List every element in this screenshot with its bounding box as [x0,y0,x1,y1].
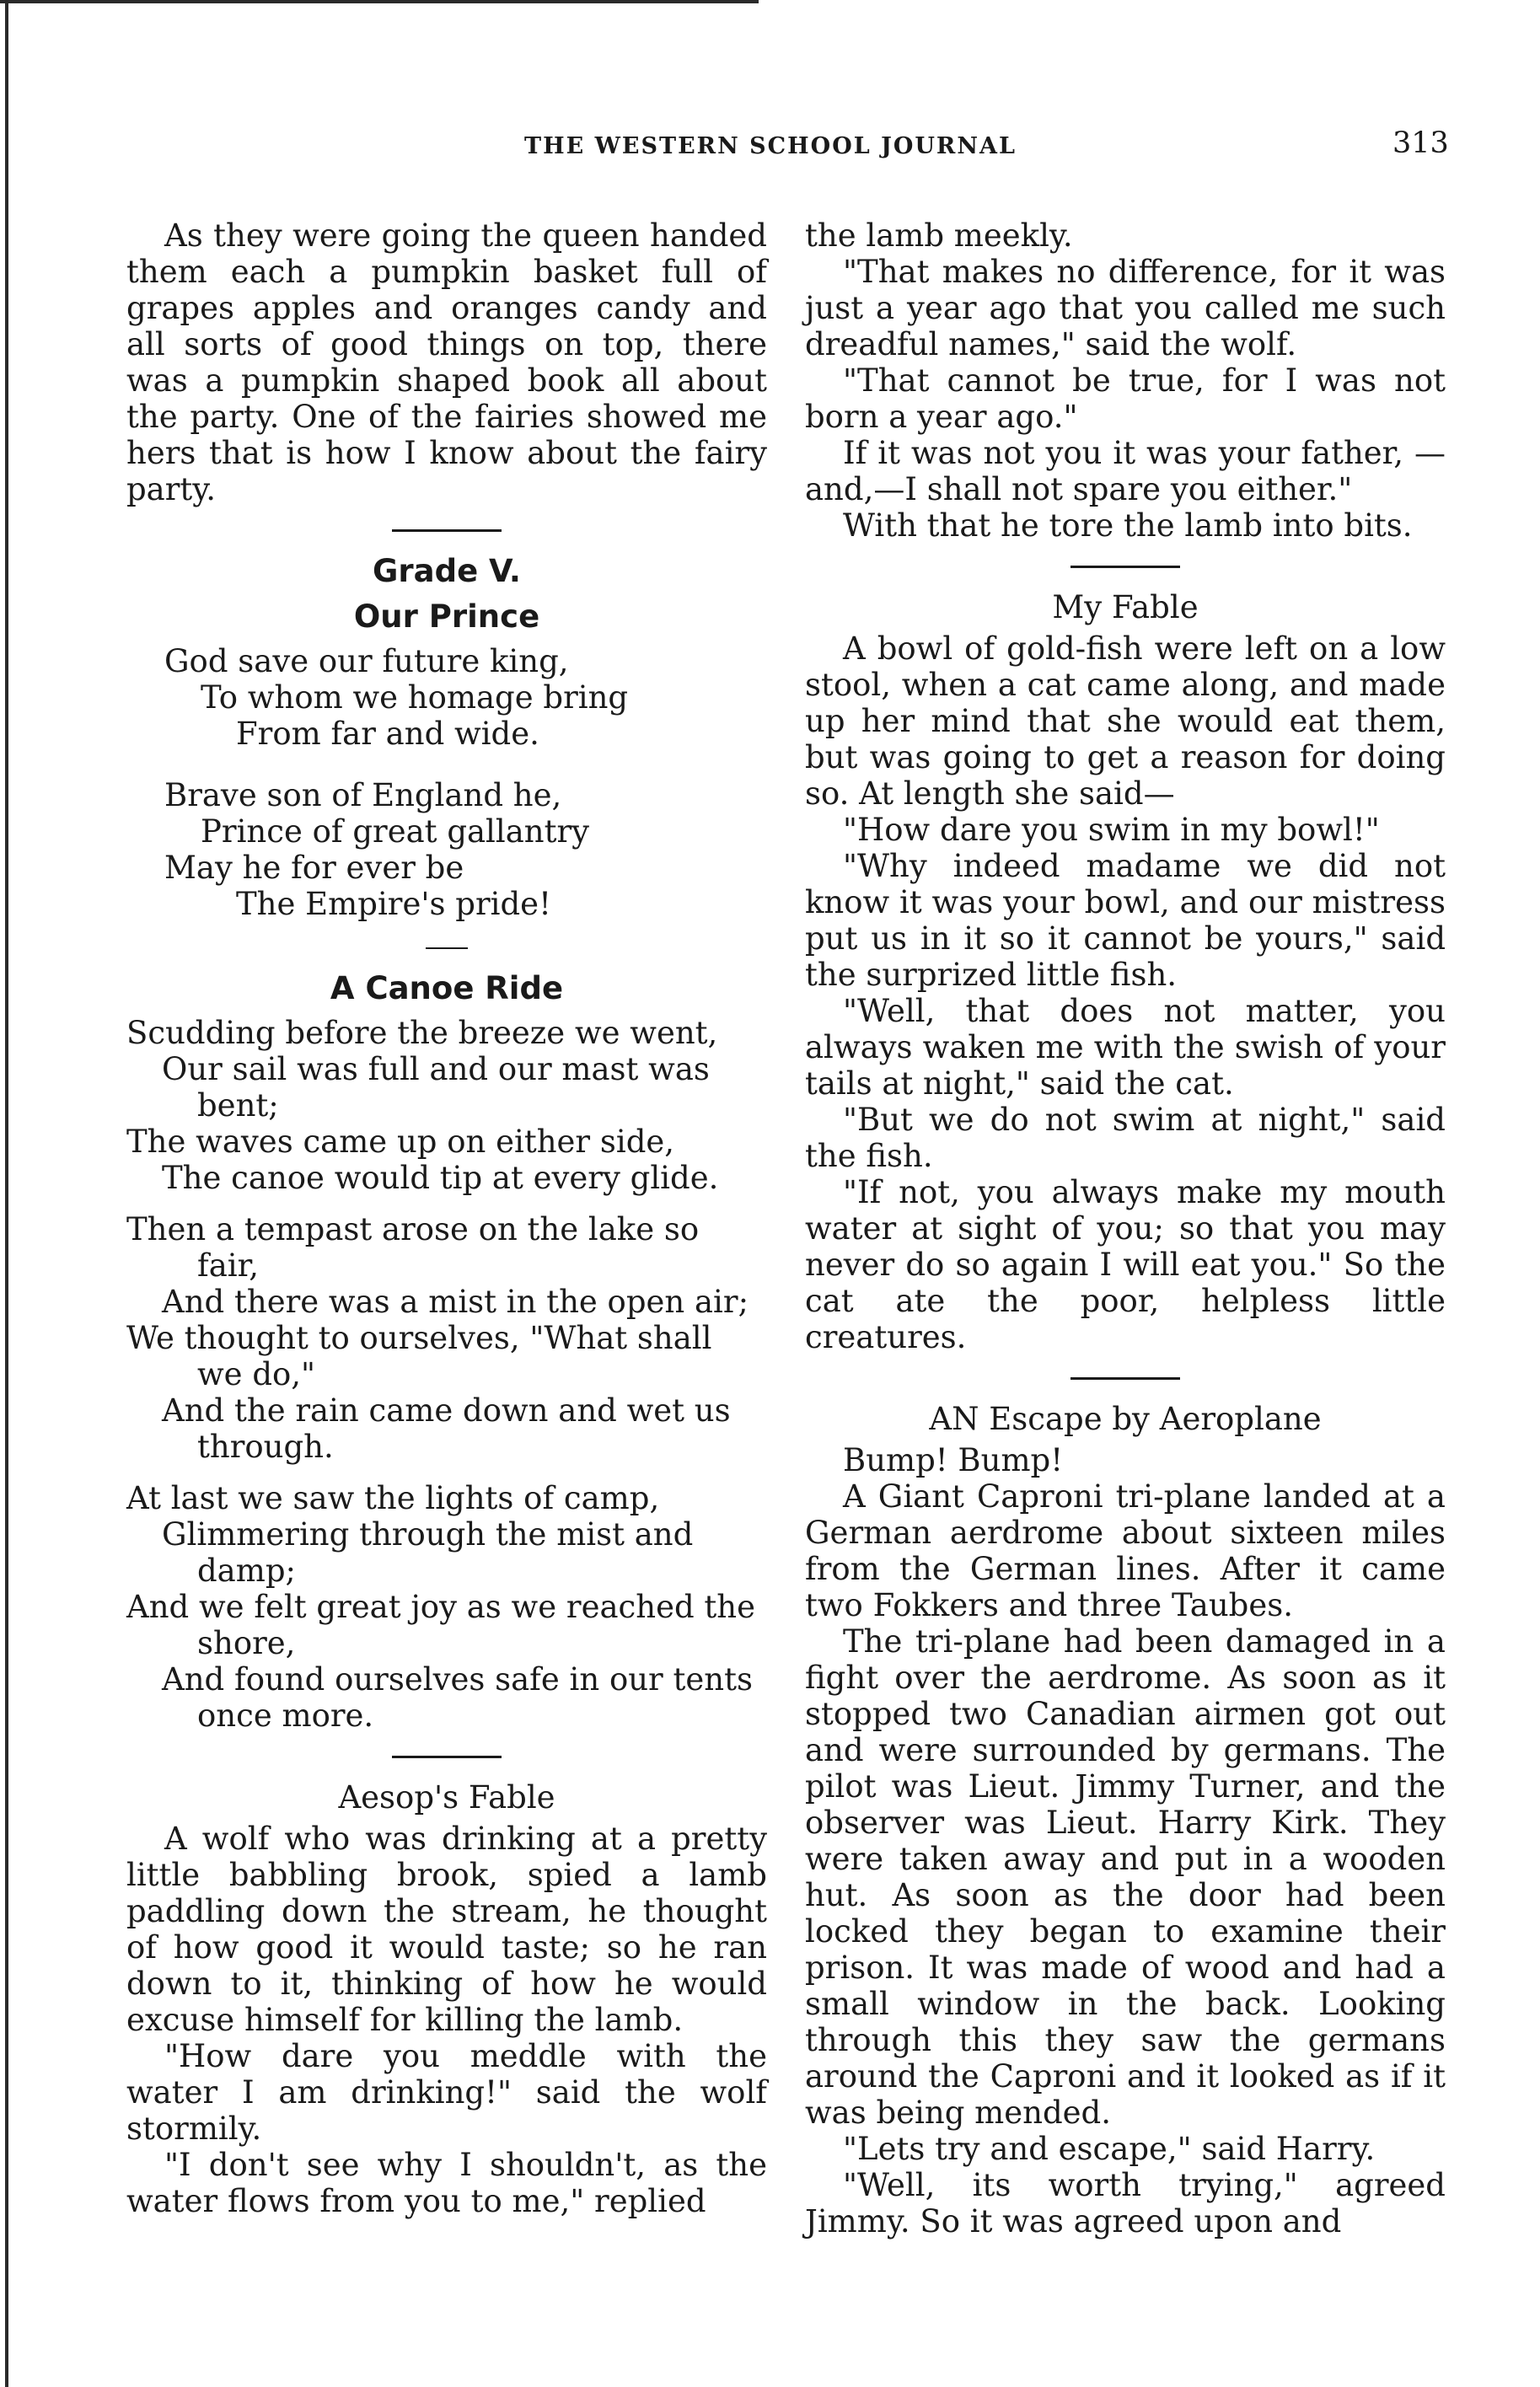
verse-line: At last we saw the lights of camp, [126,1480,660,1516]
fairy-party-paragraph: As they were going the queen handed them each a pumpkin basket full of grapes apples and oranges candy and all sorts of good things on top, there was a pumpkin shaped book all about the party. One of the fairies showed me hers that is how I know about the fairy party. [126,217,767,507]
poem-title-canoe-ride: A Canoe Ride [330,970,564,1006]
story-title-escape: AN Escape by Aeroplane [929,1401,1322,1437]
poem-stanza [126,1211,767,1465]
verse-line: Prince of great gallantry [201,813,590,850]
fable-paragraph: A wolf who was drinking at a pretty little babbling brook, spied a lamb paddling down the stream, he thought of how good it would taste; so he ran down to it, thinking of how he would excuse himself for killing the lamb. [126,1821,767,2038]
fable-paragraph: A bowl of gold-fish were left on a low stool, when a cat came along, and made up her mind that she would eat them, but was going to get a reason for doing so. At length she said— [805,630,1446,812]
fable-paragraph: "Well, that does not matter, you always waken me with the swish of your tails at night," said the cat. [805,993,1446,1102]
story-paragraph: "Lets try and escape," said Harry. [843,2131,1376,2167]
fable-paragraph: "But we do not swim at night," said the fish. [805,1102,1446,1174]
poem-title-our-prince: Our Prince [353,598,540,635]
verse-line: Our sail was full and our mast was [162,1051,710,1087]
fable-paragraph: "Why indeed madame we did not know it was your bowl, and our mistress put us in it so it cannot be yours," said the surprized little fish. [805,848,1446,993]
canoe-poem [126,1015,767,1734]
verse-line: Glimmering through the mist and [162,1516,694,1553]
verse-line: once more. [197,1698,374,1734]
section-divider [426,947,468,949]
verse-line: May he for ever be [164,850,464,886]
verse-line: Scudding before the breeze we went, [126,1015,718,1051]
fable-paragraph: "How dare you swim in my bowl!" [843,812,1380,848]
verse-line: The canoe would tip at every glide. [162,1160,719,1196]
section-divider [1070,566,1180,568]
verse-line: through. [197,1429,334,1465]
verse-line: damp; [197,1553,296,1589]
fable-title-aesop: Aesop's Fable [338,1779,555,1816]
poem-stanza [126,643,767,752]
fable-title-my-fable: My Fable [1052,589,1199,625]
fable-paragraph: If it was not you it was your father, —and,—I shall not spare you either." [805,435,1446,507]
verse-line: And we felt great joy as we reached the [126,1589,756,1625]
poem-stanza [126,1015,767,1196]
fable-paragraph: "I don't see why I shouldn't, as the water flows from you to me," replied [126,2147,767,2219]
fable-paragraph: "How dare you meddle with the water I am drinking!" said the wolf stormily. [126,2038,767,2147]
verse-line: Then a tempast arose on the lake so [126,1211,700,1247]
story-paragraph: "Well, its worth trying," agreed Jimmy. So it was agreed upon and [805,2167,1446,2239]
page-number: 313 [1392,126,1449,160]
story-paragraph: A Giant Caproni tri-plane landed at a German aerdrome about sixteen miles from the German lines. After it came two Fokkers and three Taubes. [805,1478,1446,1623]
left-column [126,217,767,2219]
verse-line: we do," [197,1356,316,1392]
grade-heading: Grade V. [373,553,521,589]
section-divider [392,529,502,532]
verse-line: The Empire's pride! [236,886,551,922]
verse-line: From far and wide. [236,716,539,752]
right-column [805,217,1446,2239]
running-title: THE WESTERN SCHOOL JOURNAL [524,133,1017,159]
verse-line: Brave son of England he, [164,777,562,813]
verse-line: God save our future king, [164,643,569,679]
verse-line: fair, [197,1247,259,1284]
fable-paragraph: "That makes no difference, for it was just a year ago that you called me such dreadful names," said the wolf. [805,254,1446,362]
verse-line: We thought to ourselves, "What shall [126,1320,712,1356]
verse-line: To whom we homage bring [201,679,629,716]
fable-paragraph: the lamb meekly. [805,217,1073,254]
fable-paragraph: With that he tore the lamb into bits. [843,507,1413,544]
fable-paragraph: "If not, you always make my mouth water at sight of you; so that you may never do so again I will eat you." So the cat ate the poor, helpless little creatures. [805,1174,1446,1355]
verse-line: bent; [197,1087,279,1124]
verse-line: The waves came up on either side, [126,1124,675,1160]
section-divider [1070,1377,1180,1380]
top-edge-line [0,0,759,3]
poem-stanza [126,1480,767,1734]
poem-stanza [126,777,767,922]
story-paragraph: The tri-plane had been damaged in a fight over the aerdrome. As soon as it stopped two Canadian airmen got out and were surrounded by germans. The pilot was Lieut. Jimmy Turner, and the observer was Lieut. Harry Kirk. They were taken away and put in a wooden hut. As soon as the door had been locked they began to examine their prison. It was made of wood and had a small window in the back. Looking through this they saw the germans around the Caproni and it looked as if it was being mended. [805,1623,1446,2131]
fable-paragraph: "That cannot be true, for I was not born a year ago." [805,362,1446,435]
verse-line: And there was a mist in the open air; [162,1284,749,1320]
binding-edge-line [5,0,8,2387]
verse-line: And found ourselves safe in our tents [162,1661,753,1698]
verse-line: And the rain came down and wet us [162,1392,731,1429]
verse-line: shore, [197,1625,296,1661]
section-divider [392,1756,502,1758]
story-paragraph: Bump! Bump! [843,1442,1064,1478]
